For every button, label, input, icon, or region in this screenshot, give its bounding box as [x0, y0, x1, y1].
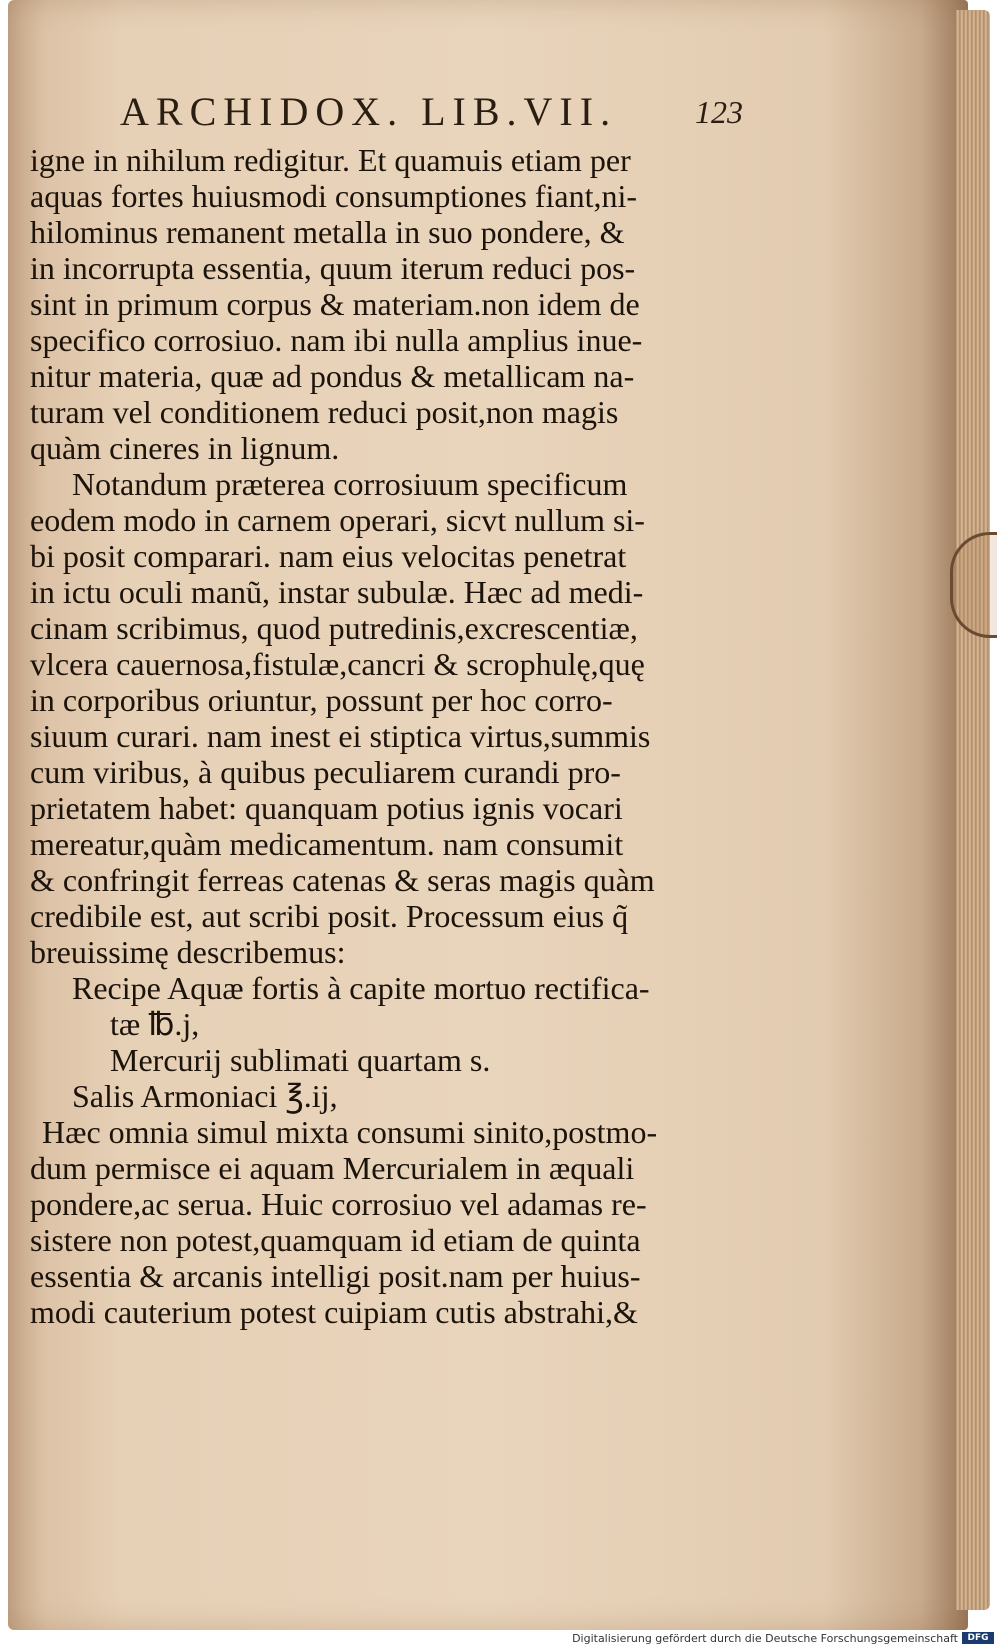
text-line: breuissimę describemus: — [30, 934, 346, 970]
text-line: cum viribus, à quibus peculiarem curandi pro- — [30, 754, 621, 790]
text-line: quàm cineres in lignum. — [30, 430, 340, 466]
recipe-line: Recipe Aquæ fortis à capite mortuo rectifica- — [72, 970, 650, 1006]
recipe-line: Mercurij sublimati quartam s. — [110, 1042, 491, 1078]
text-line: modi cauterium potest cuipiam cutis abstrahi,& — [30, 1294, 638, 1330]
footer-credit: Digitalisierung gefördert durch die Deutsche Forschungsgemeinschaft — [572, 1632, 958, 1645]
text-line: in incorrupta essentia, quum iterum reduci pos- — [30, 250, 636, 286]
recipe-line: Salis Armoniaci ℥.ij, — [72, 1078, 338, 1114]
text-line: turam vel conditionem reduci posit,non magis — [30, 394, 619, 430]
text-line: nitur materia, quæ ad pondus & metallicam na- — [30, 358, 635, 394]
text-line: hilominus remanent metalla in suo pondere, & — [30, 214, 625, 250]
text-line: sint in primum corpus & materiam.non idem de — [30, 286, 640, 322]
dfg-logo: DFG — [962, 1632, 994, 1644]
running-title: ARCHIDOX. LIB.VII. — [120, 89, 618, 134]
page-edges — [956, 10, 990, 1610]
text-line: dum permisce ei aquam Mercurialem in æquali — [30, 1150, 635, 1186]
text-line: igne in nihilum redigitur. Et quamuis etiam per — [30, 142, 631, 178]
text-line: sistere non potest,quamquam id etiam de quinta — [30, 1222, 641, 1258]
text-line: bi posit comparari. nam eius velocitas penetrat — [30, 538, 627, 574]
text-line: mereatur,quàm medicamentum. nam consumit — [30, 826, 624, 862]
text-line: specifico corrosiuo. nam ibi nulla amplius inue- — [30, 322, 643, 358]
text-line: Hæc omnia simul mixta consumi sinito,postmo- — [42, 1114, 658, 1150]
text-line: prietatem habet: quanquam potius ignis vocari — [30, 790, 623, 826]
text-line: vlcera cauernosa,fistulæ,cancri & scrophulę,quę — [30, 646, 645, 682]
text-line: in corporibus oriuntur, possunt per hoc corro- — [30, 682, 613, 718]
recipe-line: tæ ℔.j, — [110, 1006, 200, 1042]
text-line: essentia & arcanis intelligi posit.nam per huius- — [30, 1258, 641, 1294]
text-line: Notandum præterea corrosiuum specificum — [72, 466, 628, 502]
text-line: & confringit ferreas catenas & seras magis quàm — [30, 862, 655, 898]
text-line: aquas fortes huiusmodi consumptiones fiant,ni- — [30, 178, 638, 214]
text-line: in ictu oculi manũ, instar subulæ. Hæc ad medi- — [30, 574, 644, 610]
text-line: cinam scribimus, quod putredinis,excrescentiæ, — [30, 610, 638, 646]
page-number: 123 — [695, 94, 743, 130]
text-line: pondere,ac serua. Huic corrosiuo vel adamas re- — [30, 1186, 647, 1222]
body-text — [30, 142, 760, 1330]
text-line: siuum curari. nam inest ei stiptica virtus,summis — [30, 718, 651, 754]
text-line: eodem modo in carnem operari, sicvt nullum si- — [30, 502, 645, 538]
text-line: credibile est, aut scribi posit. Processum eius q̃ — [30, 898, 629, 934]
